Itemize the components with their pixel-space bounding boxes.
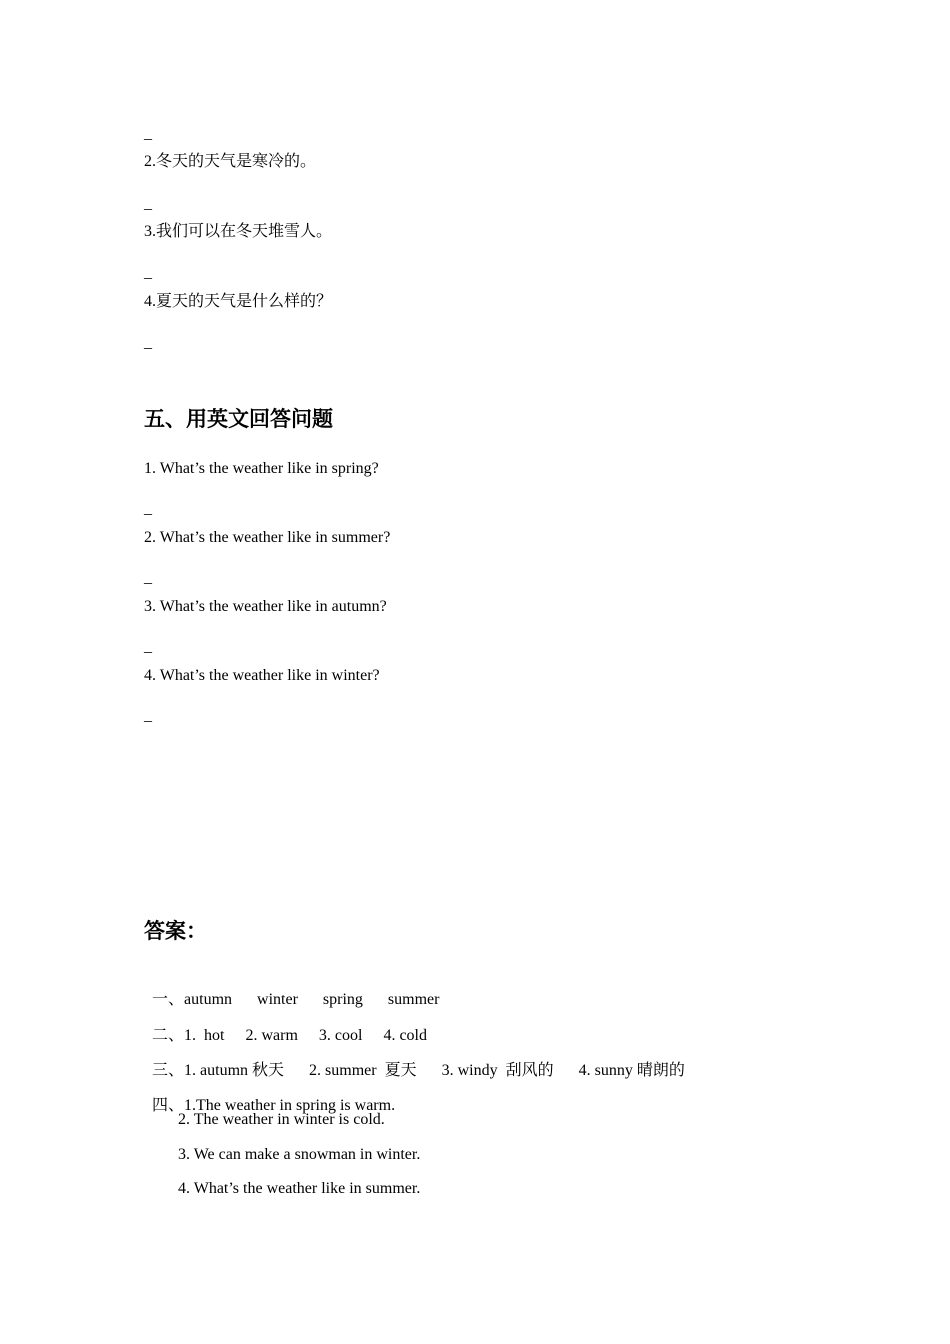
answer-blank-line: _ [144, 264, 152, 281]
answer-part-prefix: 四、 [152, 1097, 185, 1114]
answer-blank-line: _ [144, 195, 152, 212]
answer-word: autumn [184, 991, 233, 1008]
question-item-2: 2. What’s the weather like in summer? [144, 529, 391, 546]
answer-word: winter [257, 991, 298, 1008]
answer-item: 2. summer 夏天 [309, 1062, 417, 1079]
answer-part-prefix: 三、 [152, 1062, 185, 1079]
answer-sentence: 2. The weather in winter is cold. [178, 1111, 385, 1128]
answer-blank-line: _ [144, 500, 152, 517]
answer-item: 4. sunny 晴朗的 [578, 1062, 685, 1079]
answers-title: 答案： [144, 919, 207, 943]
translation-item-2: 2.冬天的天气是寒冷的。 [144, 153, 317, 170]
answer-item: 3. cool [318, 1027, 363, 1044]
answer-item: 4. cold [383, 1027, 427, 1044]
answer-part-2 [144, 1006, 427, 1046]
answer-blank-line: _ [144, 125, 152, 142]
question-item-3: 3. What’s the weather like in autumn? [144, 598, 387, 615]
answer-blank-line: _ [144, 707, 152, 724]
answer-item: 1. autumn 秋天 [184, 1062, 285, 1079]
question-item-4: 4. What’s the weather like in winter? [144, 667, 380, 684]
answer-item: 2. warm [245, 1027, 298, 1044]
answer-word: spring [322, 991, 363, 1008]
answer-sentence: 1.The weather in spring is warm. [184, 1097, 396, 1114]
answer-part-1 [144, 970, 439, 1010]
answer-part-prefix: 二、 [152, 1027, 185, 1044]
answer-blank-line: _ [144, 638, 152, 655]
answer-blank-line: _ [144, 569, 152, 586]
answer-sentence: 3. We can make a snowman in winter. [178, 1146, 421, 1163]
translation-item-3: 3.我们可以在冬天堆雪人。 [144, 223, 333, 240]
question-item-1: 1. What’s the weather like in spring? [144, 460, 379, 477]
section-5-title: 五、用英文回答问题 [144, 407, 333, 431]
answer-sentence: 4. What’s the weather like in summer. [178, 1180, 421, 1197]
answer-part-3 [144, 1041, 685, 1081]
answer-item: 3. windy 刮风的 [441, 1062, 554, 1079]
answer-item: 1. hot [184, 1027, 225, 1044]
answer-word: summer [387, 991, 440, 1008]
answer-part-prefix: 一、 [152, 991, 185, 1008]
answer-blank-line: _ [144, 334, 152, 351]
translation-item-4: 4.夏天的天气是什么样的？ [144, 293, 333, 310]
